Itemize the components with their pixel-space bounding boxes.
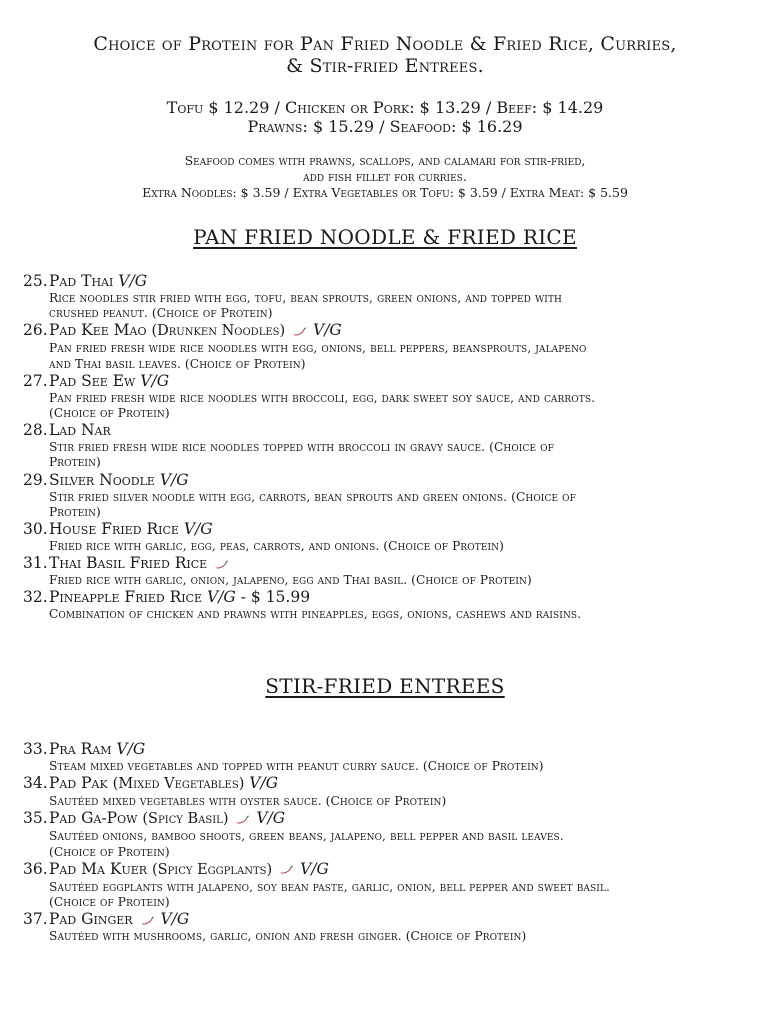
menu-item-heading — [23, 774, 763, 794]
menu-item-name: Lad Nar — [49, 421, 111, 440]
menu-item-description: Fried rice with garlic, egg, peas, carrots, and onions. (Choice of Protein) — [49, 539, 504, 554]
menu-item-heading — [23, 910, 763, 929]
menu-item-number: 27. — [23, 371, 48, 390]
protein-choice-title — [0, 33, 770, 77]
vegan-gluten-tag: V/G — [256, 809, 286, 828]
menu-item — [23, 809, 763, 859]
menu-item-heading — [23, 554, 763, 573]
menu-item-name: Thai Basil Fried Rice — [49, 554, 208, 573]
menu-item-heading — [23, 860, 763, 880]
protein-prices — [0, 98, 770, 136]
menu-item-number: 26. — [23, 321, 48, 340]
menu-item-description: Protein) — [49, 455, 101, 470]
menu-item — [23, 588, 763, 622]
note-line-2: add fish fillet for curries. — [303, 169, 467, 184]
menu-item-description: Stir fried fresh wide rice noodles topped with broccoli in gravy sauce. (Choice of — [49, 440, 554, 455]
chili-pepper-icon — [235, 815, 249, 824]
menu-item-number: 25. — [23, 272, 48, 290]
menu-item-number: 29. — [23, 470, 48, 489]
menu-item-name: Pineapple Fried Rice — [49, 588, 203, 607]
menu-item-description: Rice noodles stir fried with egg, tofu, bean sprouts, green onions, and topped with — [49, 291, 563, 305]
menu-item-number: 36. — [23, 859, 48, 878]
menu-item-heading — [23, 421, 763, 440]
title-line-1: Choice of Protein for Pan Fried Noodle & Fried Rice, Curries, — [93, 33, 677, 55]
menu-item-description: crushed peanut. (Choice of Protein) — [49, 306, 273, 321]
prices-line-2: Prawns: $ 15.29 / Seafood: $ 16.29 — [247, 117, 523, 136]
vegan-gluten-tag: V/G — [159, 470, 189, 489]
menu-item-description: Combination of chicken and prawns with pineapples, eggs, onions, cashews and raisins. — [49, 607, 582, 622]
menu-item — [23, 272, 763, 321]
menu-item-number: 37. — [23, 910, 48, 929]
menu-item-description: Sautéed with mushrooms, garlic, onion and fresh ginger. (Choice of Protein) — [49, 929, 527, 944]
menu-item-number: 34. — [23, 774, 48, 793]
vegan-gluten-tag: V/G — [140, 371, 170, 390]
menu-item-description: Sautéed onions, bamboo shoots, green beans, jalapeno, bell pepper and basil leaves. — [49, 829, 564, 844]
menu-item-description: Stir fried silver noodle with egg, carrots, bean sprouts and green onions. (Choice of — [49, 489, 576, 504]
menu-item-description: Protein) — [49, 504, 101, 519]
menu-item-name: Pad Ma Kuer — [49, 859, 148, 878]
menu-item-heading — [23, 471, 763, 490]
menu-item — [23, 520, 763, 554]
prices-line-1: Tofu $ 12.29 / Chicken or Pork: $ 13.29 / Beef: $ 14.29 — [166, 98, 604, 117]
menu-item-description: (Choice of Protein) — [49, 406, 170, 421]
menu-item — [23, 554, 763, 588]
menu-item-description: Sautéed eggplants with jalapeno, soy bean paste, garlic, onion, bell pepper and sweet basil. — [49, 879, 611, 894]
menu-item-number: 32. — [23, 588, 48, 607]
seafood-notes — [0, 153, 770, 201]
menu-item-heading — [23, 520, 763, 539]
menu-item-price: - $ 15.99 — [235, 588, 311, 607]
vegan-gluten-tag: V/G — [160, 910, 190, 929]
vegan-gluten-tag: V/G — [300, 859, 329, 878]
menu-item-heading — [23, 809, 763, 829]
noodle-rice-menu-list — [23, 272, 763, 623]
menu-item-heading — [23, 588, 763, 607]
menu-item — [23, 421, 763, 470]
chili-pepper-icon — [292, 327, 306, 336]
menu-item-heading — [23, 372, 763, 391]
menu-item — [23, 372, 763, 421]
menu-item-description: Steam mixed vegetables and topped with peanut curry sauce. (Choice of Protein) — [49, 759, 544, 773]
menu-item-description: Pan fried fresh wide rice noodles with broccoli, egg, dark sweet soy sauce, and carrots. — [49, 390, 596, 405]
menu-item-description: Sautéed mixed vegetables with oyster sauce. (Choice of Protein) — [49, 794, 447, 809]
menu-item-name: Pad Pak — [49, 774, 108, 793]
vegan-gluten-tag: V/G — [313, 321, 342, 340]
menu-item-description: Fried rice with garlic, onion, jalapeno, egg and Thai basil. (Choice of Protein) — [49, 573, 532, 588]
menu-item-description: (Choice of Protein) — [49, 844, 170, 859]
menu-item-number: 30. — [23, 520, 48, 539]
menu-item-description: (Choice of Protein) — [49, 895, 170, 910]
stir-fried-menu-list — [23, 740, 763, 944]
note-line-3: Extra Noodles: $ 3.59 / Extra Vegetables or Tofu: $ 3.59 / Extra Meat: $ 5.59 — [142, 185, 628, 200]
menu-item-number: 33. — [23, 740, 48, 758]
menu-item — [23, 774, 763, 809]
menu-item-number: 35. — [23, 809, 48, 828]
menu-item-description: Pan fried fresh wide rice noodles with egg, onions, bell peppers, beansprouts, jalapeno — [49, 341, 587, 356]
menu-item-subtitle: (Drunken Noodles) — [151, 323, 286, 340]
chili-pepper-icon — [140, 916, 154, 925]
menu-item-name: Pra Ram — [49, 740, 112, 758]
menu-item — [23, 860, 763, 910]
vegan-gluten-tag: V/G — [118, 272, 148, 290]
chili-pepper-icon — [279, 865, 293, 874]
menu-item-number: 28. — [23, 421, 48, 440]
menu-item-name: Pad See Ew — [49, 371, 136, 390]
title-line-2: & Stir-fried Entrees. — [286, 55, 484, 77]
menu-item-name: Pad Ginger — [49, 910, 133, 929]
vegan-gluten-tag: V/G — [249, 774, 279, 793]
menu-item-number: 31. — [23, 554, 48, 573]
menu-item-name: House Fried Rice — [49, 520, 179, 539]
menu-item-subtitle: (Spicy Eggplants) — [151, 861, 273, 878]
section-title-stir-fried: STIR-FRIED ENTREES — [265, 674, 505, 698]
menu-item — [23, 321, 763, 371]
menu-item-subtitle: (Mixed Vegetables) — [112, 776, 245, 793]
chili-pepper-icon — [214, 560, 228, 569]
vegan-gluten-tag: V/G — [207, 588, 236, 607]
menu-item-description: and Thai basil leaves. (Choice of Protein) — [49, 356, 306, 371]
menu-item — [23, 910, 763, 944]
vegan-gluten-tag: V/G — [183, 520, 213, 539]
menu-item-heading — [23, 272, 763, 291]
menu-item-name: Silver Noodle — [49, 470, 155, 489]
menu-item-name: Pad Thai — [49, 272, 114, 290]
menu-item-name: Pad Ga-Pow — [49, 809, 138, 828]
menu-item — [23, 740, 763, 774]
note-line-1: Seafood comes with prawns, scallops, and calamari for stir-fried, — [184, 153, 586, 168]
menu-item — [23, 471, 763, 520]
menu-item-subtitle: (Spicy Basil) — [142, 811, 229, 828]
menu-item-heading — [23, 321, 763, 341]
menu-item-heading — [23, 740, 763, 759]
menu-item-name: Pad Kee Mao — [49, 321, 147, 340]
vegan-gluten-tag: V/G — [116, 740, 146, 758]
section-title-noodle-rice: PAN FRIED NOODLE & FRIED RICE — [193, 225, 577, 249]
